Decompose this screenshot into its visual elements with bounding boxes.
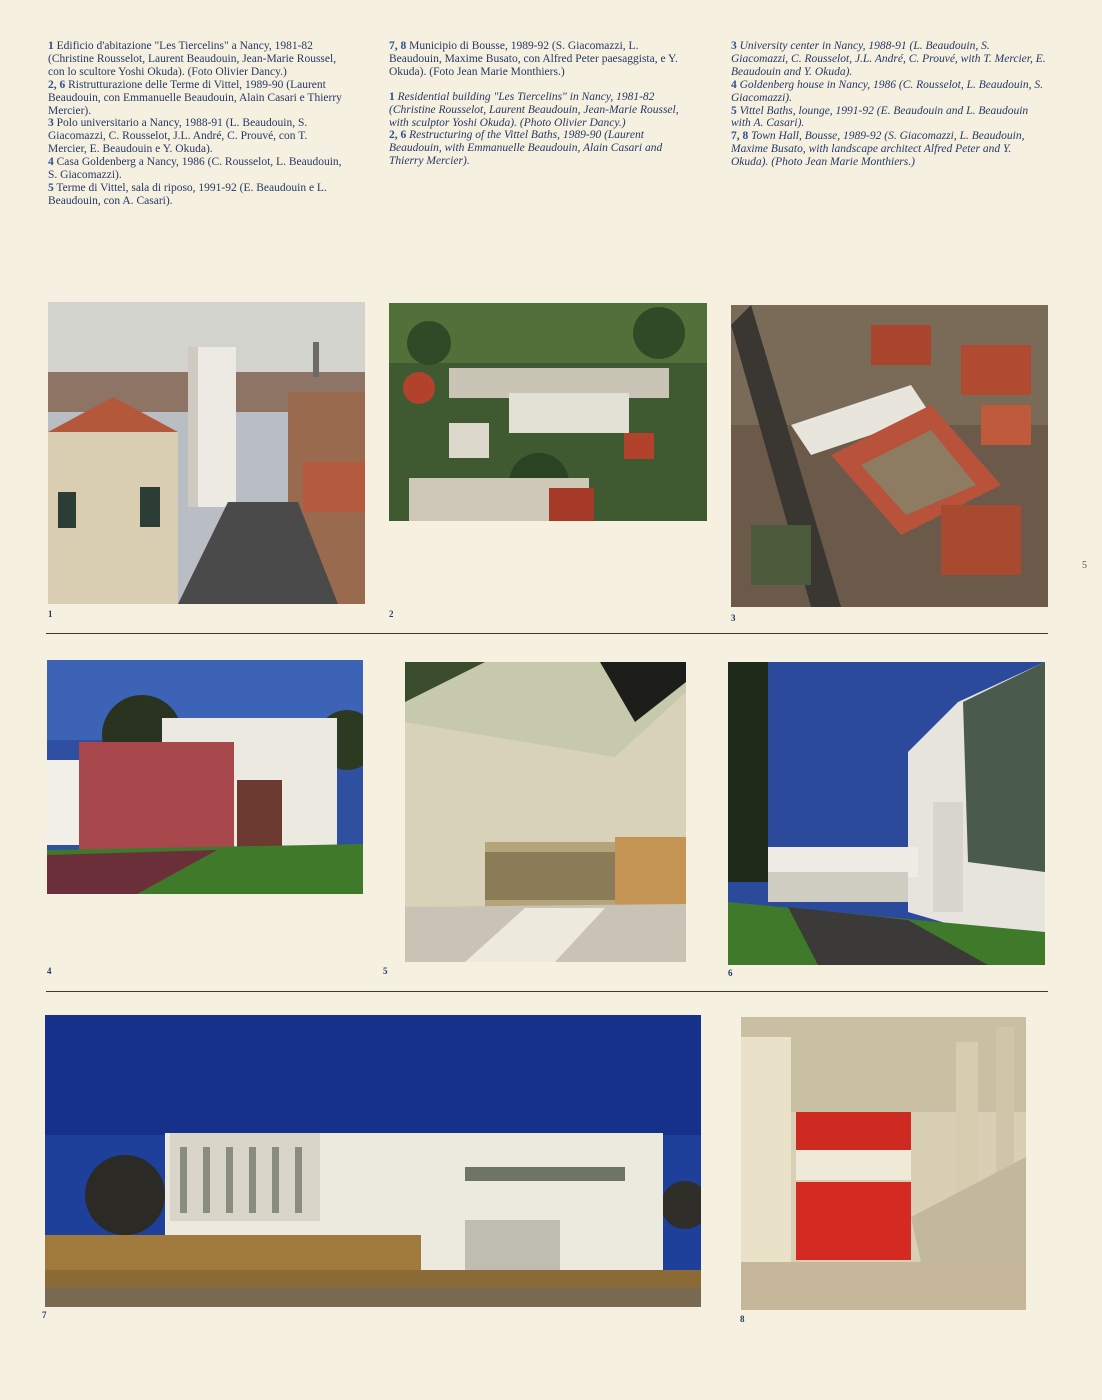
photo-vittel-baths-lounge <box>405 662 686 962</box>
caption-english-a: 1 Residential building "Les Tiercelins" in Nancy, 1981-82 (Christine Rousselot, Laurent Beaudouin, Jean-Marie Roussel, with sculptor Yoshi Okuda). (Photo Olivier Dancy.) 2, 6 Restructuring of the Vittel Baths, 1989-90 (Laurent Beaudouin, with Emmanuelle Beaudouin, Alain Casari and Thierry Mercier). <box>389 90 679 168</box>
photo-bousse-town-hall-interior <box>741 1017 1026 1310</box>
figure-number-3: 3 <box>731 613 736 623</box>
photo-les-tiercelins <box>48 302 365 604</box>
photo-university-center-aerial <box>731 305 1048 607</box>
figure-number-6: 6 <box>728 968 733 978</box>
caption-column-middle: 7, 8 Municipio di Bousse, 1989-92 (S. Giacomazzi, L. Beaudouin, Maxime Busato, con Alfred Peter paesaggista, e Y. Okuda). (Foto Jean Marie Monthiers.) 1 Residential building "Les Tiercelins" in Nancy, 1981-82 (Christine Rousselot, Laurent Beaudouin, Jean-Marie Roussel, with sculptor Yoshi Okuda). (Photo Olivier Dancy.) 2, 6 Restructuring of the Vittel Baths, 1989-90 (Laurent Beaudouin, with Emmanuelle Beaudouin, Alain Casari and Thierry Mercier). <box>389 40 689 168</box>
figure-number-4: 4 <box>47 966 52 976</box>
figure-number-2: 2 <box>389 609 394 619</box>
row-divider-2 <box>46 991 1048 992</box>
photo-bousse-town-hall-exterior <box>45 1015 701 1307</box>
caption-column-italian: 1 Edificio d'abitazione "Les Tiercelins" a Nancy, 1981-82 (Christine Rousselot, Laurent Beaudouin, Jean-Marie Roussel, con lo scultore Yoshi Okuda). (Foto Olivier Dancy.) 2, 6 Ristrutturazione delle Terme di Vittel, 1989-90 (Laurent Beaudouin, con Emmanuelle Beaudouin, Alain Casari e Thierry Mercier). 3 Polo universitario a Nancy, 1988-91 (L. Beaudouin, S. Giacomazzi, C. Rousselot, J.L. André, C. Prouvé, con T. Mercier, E. Beaudouin e Y. Okuda). 4 Casa Goldenberg a Nancy, 1986 (C. Rousselot, L. Beaudouin, S. Giacomazzi). 5 Terme di Vittel, sala di riposo, 1991-92 (E. Beaudouin e L. Beaudouin, con A. Casari). <box>48 40 342 207</box>
figure-number-7: 7 <box>42 1310 47 1320</box>
figure-number-5: 5 <box>383 966 388 976</box>
figure-number-1: 1 <box>48 609 53 619</box>
photo-vittel-baths-exterior <box>728 662 1045 965</box>
photo-goldenberg-house <box>47 660 363 894</box>
row-divider-1 <box>46 633 1048 634</box>
figure-number-8: 8 <box>740 1314 745 1324</box>
caption-column-english: 3 University center in Nancy, 1988-91 (L. Beaudouin, S. Giacomazzi, C. Rousselot, J.L. André, C. Prouvé, with T. Mercier, E. Beaudouin and Y. Okuda). 4 Goldenberg house in Nancy, 1986 (C. Rousselot, L. Beaudouin, S. Giacomazzi). 5 Vittel Baths, lounge, 1991-92 (E. Beaudouin and L. Beaudouin with A. Casari). 7, 8 Town Hall, Bousse, 1989-92 (S. Giacomazzi, L. Beaudouin, Maxime Busato, with landscape architect Alfred Peter and Y. Okuda). (Photo Jean Marie Monthiers.) <box>731 40 1046 169</box>
page-number: 5 <box>1082 560 1087 571</box>
photo-vittel-baths-aerial <box>389 303 707 521</box>
